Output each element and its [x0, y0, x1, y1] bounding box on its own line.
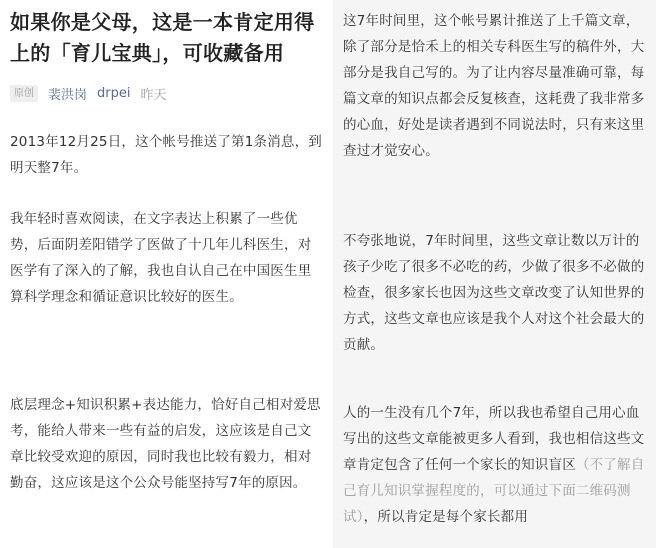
paragraph: 这7年时间里，这个帐号累计推送了上千篇文章，除了部分是恰禾上的相关专科医生写的稿件外，大部分是我自己写的。为了让内容尽量准确可靠，每篇文章的知识点都会反复核查，这耗费了我非常多的心血，好处是读者遇到不同说法时，只有来这里查过才觉安心。 [343, 13, 645, 159]
paragraph-text: ，所以肯定是每个家长都用 [363, 509, 529, 525]
publish-date: 昨天 [140, 87, 167, 103]
article-meta [10, 84, 167, 102]
article-title: 如果你是父母，这是一本肯定用得上的「育儿宝典」，可收藏备用 [10, 10, 315, 65]
paragraph [343, 400, 648, 530]
paragraph-text: 人的一生没有几个7年，所以我也希望自己用心血写出的这些文章能被更多人看到，我也相信这些文章肯定包含了任何一个家长的知识盲区 [343, 405, 645, 473]
quiz-hint: （不了解自己育儿知识掌握程度的，可以通过下面二维码测试） [343, 457, 645, 525]
author-link[interactable]: 裴洪岗 [48, 87, 88, 103]
right-article-column [333, 0, 656, 548]
paragraph: 我年轻时喜欢阅读，在文字表达上积累了一些优势，后面阴差阳错学了医做了十几年儿科医生，对医学有了深入的了解，我也自认自己在中国医生里算科学理念和循证意识比较好的医生。 [10, 211, 312, 305]
paragraph: 底层理念+知识积累+表达能力，恰好自己相对爱思考，能给人带来一些有益的启发，这应该是自己文章比较受欢迎的原因，同时我也比较有毅力，相对勤奋，这应该是这个公众号能坚持写7年的原因。 [10, 397, 321, 491]
paragraph: 2013年12月25日，这个帐号推送了第1条消息，到明天整7年。 [10, 134, 323, 176]
paragraph: 不夸张地说，7年时间里，这些文章让数以万计的孩子少吃了很多不必吃的药，少做了很多不必做的检查，很多家长也因为这些文章改变了认知世界的方式，这些文章也应该是我个人对这个社会最大的贡献。 [343, 233, 645, 353]
account-link[interactable]: drpei [97, 85, 131, 101]
original-badge: 原创 [10, 85, 38, 102]
